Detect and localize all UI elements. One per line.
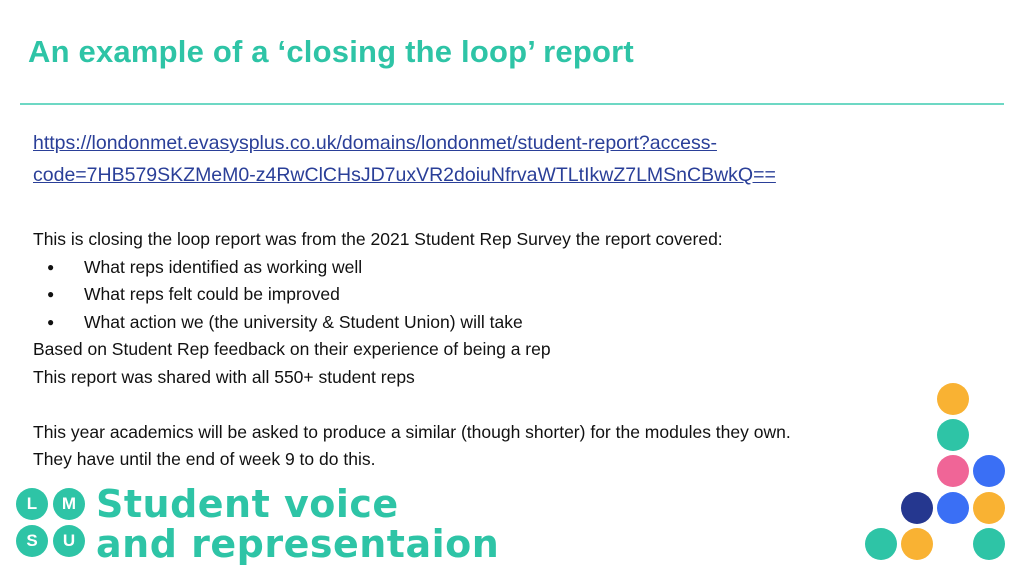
decor-dot-teal: [865, 528, 897, 560]
decor-dot-blue: [973, 455, 1005, 487]
logo-text-line-2: and representaion: [96, 522, 500, 566]
report-link[interactable]: [33, 127, 993, 191]
spacer: [33, 391, 973, 419]
decor-dot-navy: [901, 492, 933, 524]
logo-badge-l: L: [16, 488, 48, 520]
shared-text: This report was shared with all 550+ student reps: [33, 366, 415, 387]
report-link-line-1[interactable]: https://londonmet.evasysplus.co.uk/domains/londonmet/student-report?access-: [33, 132, 717, 154]
bullet-item: ● What reps felt could be improved: [33, 281, 973, 309]
decor-dot-orange: [937, 383, 969, 415]
deadline-text: They have until the end of week 9 to do this.: [33, 449, 376, 469]
intro-text: This is closing the loop report was from the 2021 Student Rep Survey the report covered:: [33, 229, 723, 249]
logo-badge-u: U: [53, 525, 85, 557]
bullet-item: ● What action we (the university & Student Union) will take: [33, 309, 973, 337]
bullet-list: [33, 254, 973, 337]
slide-title: An example of a ‘closing the loop’ report: [28, 34, 634, 69]
logo-badge-s: S: [16, 525, 48, 557]
slide-body: [33, 226, 973, 474]
logo-text-line-1: Student voice: [96, 482, 399, 526]
title-divider: [20, 103, 1004, 105]
decor-dot-teal: [937, 419, 969, 451]
feedback-text: Based on Student Rep feedback on their experience of being a rep: [33, 339, 551, 359]
report-link-line-2[interactable]: code=7HB579SKZMeM0-z4RwClCHsJD7uxVR2doiuNfrvaWTLtIkwZ7LMSnCBwkQ==: [33, 164, 776, 186]
decor-dot-blue: [937, 492, 969, 524]
student-voice-logo: [16, 482, 500, 566]
decor-dot-orange: [973, 492, 1005, 524]
logo-badge-m: M: [53, 488, 85, 520]
decor-dot-teal: [973, 528, 1005, 560]
decor-dot-orange: [901, 528, 933, 560]
decor-dot-pink: [937, 455, 969, 487]
academics-text: This year academics will be asked to produce a similar (though shorter) for the modules they own.: [33, 421, 791, 442]
bullet-item: ● What reps identified as working well: [33, 254, 973, 282]
